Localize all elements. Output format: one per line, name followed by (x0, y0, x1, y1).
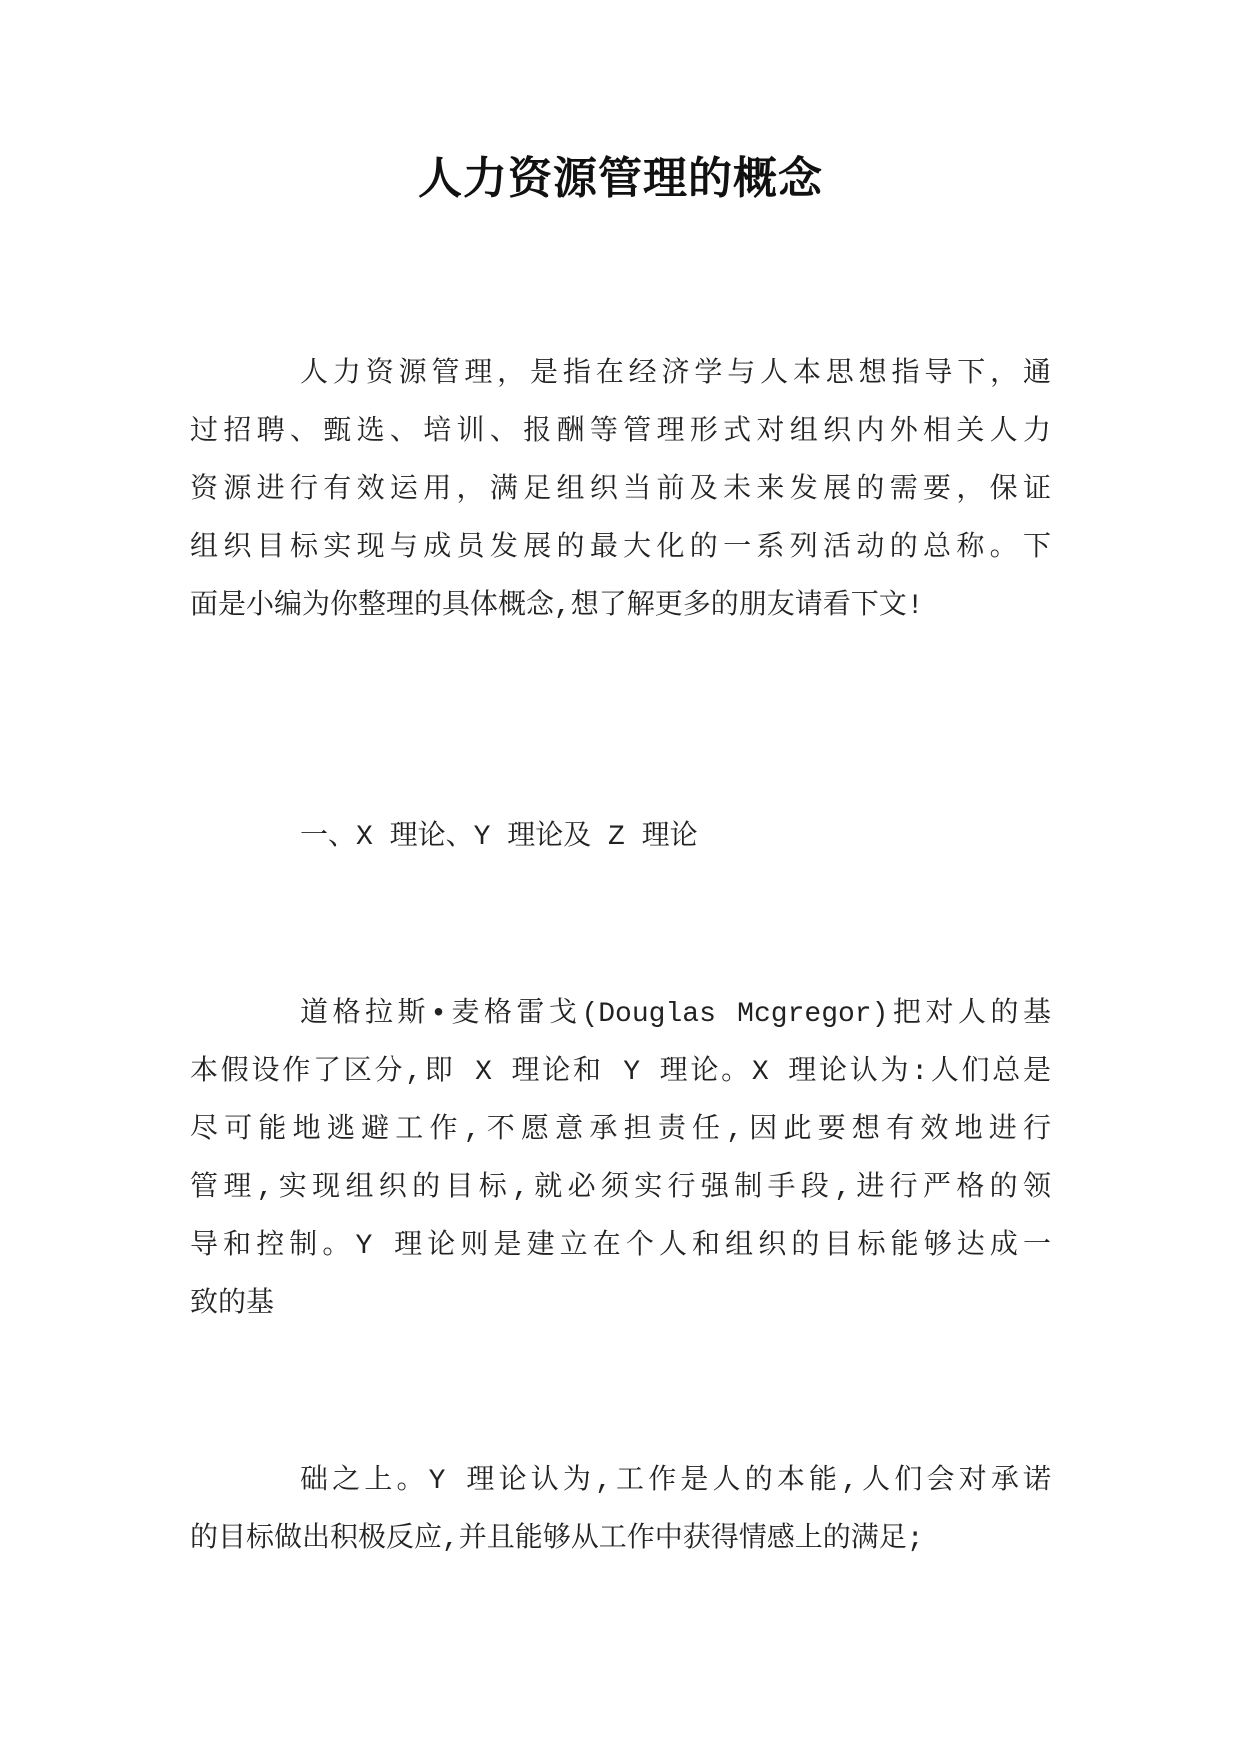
paragraph-y-theory (190, 1453, 1051, 1569)
paragraph-line: 致的基 (190, 1289, 275, 1320)
paragraph-line: 组织目标实现与成员发展的最大化的一系列活动的总称。下 (190, 533, 1051, 564)
paragraph-line: 道格拉斯•麦格雷戈(Douglas Mcgregor)把对人的基 (300, 999, 1051, 1030)
paragraph-line: 人力资源管理，是指在经济学与人本思想指导下，通 (300, 359, 1051, 390)
document-title: 人力资源管理的概念 (418, 153, 823, 204)
paragraph-line: 资源进行有效运用，满足组织当前及未来发展的需要，保证 (190, 475, 1051, 506)
paragraph-xy-theory (190, 986, 1051, 1334)
paragraph-intro (190, 346, 1051, 636)
paragraph-line: 导和控制。Y 理论则是建立在个人和组织的目标能够达成一 (190, 1231, 1051, 1262)
paragraph-line: 面是小编为你整理的具体概念,想了解更多的朋友请看下文! (190, 591, 924, 622)
paragraph-line: 尽可能地逃避工作,不愿意承担责任,因此要想有效地进行 (190, 1115, 1051, 1146)
paragraph-line: 过招聘、甄选、培训、报酬等管理形式对组织内外相关人力 (190, 417, 1051, 448)
paragraph-line: 础之上。Y 理论认为,工作是人的本能,人们会对承诺 (300, 1466, 1051, 1497)
paragraph-line: 的目标做出积极反应,并且能够从工作中获得情感上的满足; (190, 1524, 924, 1555)
paragraph-line: 管理,实现组织的目标,就必须实行强制手段,进行严格的领 (190, 1173, 1051, 1204)
paragraph-line: 本假设作了区分,即 X 理论和 Y 理论。X 理论认为:人们总是 (190, 1057, 1051, 1088)
section-heading: 一、X 理论、Y 理论及 Z 理论 (300, 822, 698, 853)
